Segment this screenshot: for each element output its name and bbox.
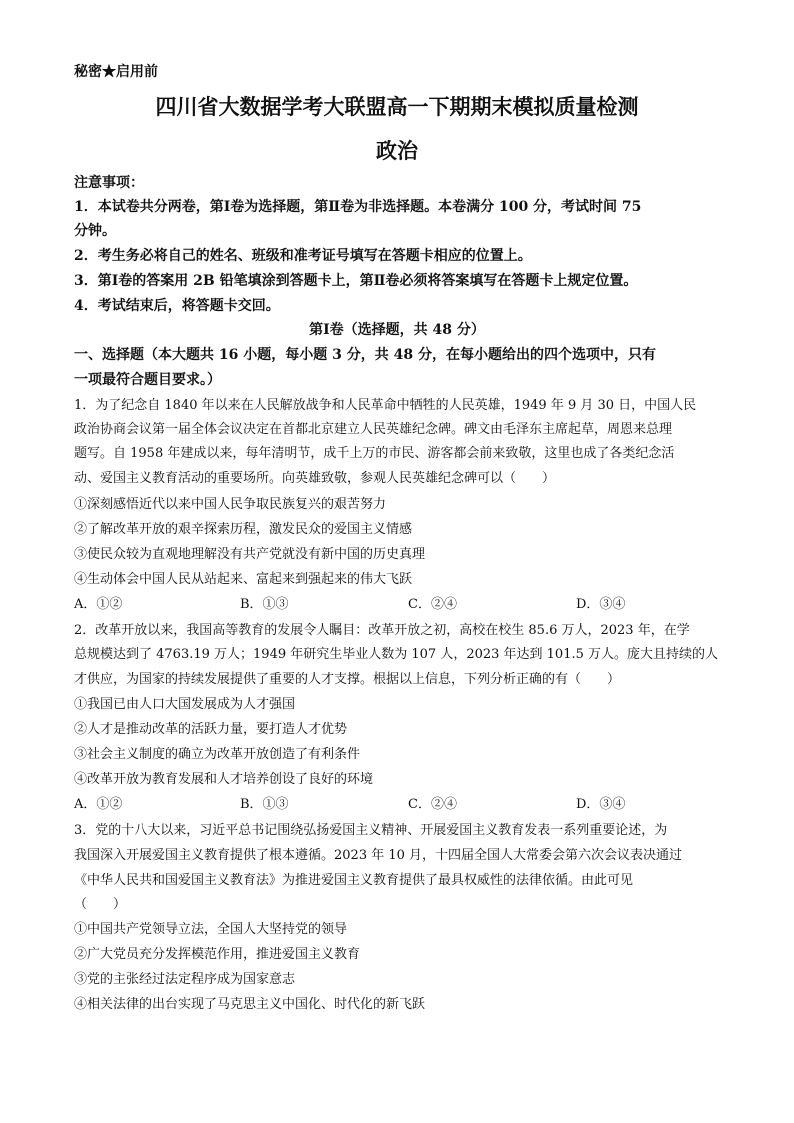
question-3-statement: ③党的主张经过法定程序成为国家意志 <box>74 972 296 987</box>
notice-heading: 注意事项： <box>74 175 144 191</box>
question-2-option-c[interactable]: C．②④ <box>408 797 457 812</box>
subject-title: 政治 <box>376 138 418 163</box>
question-2-stem: 才供应，为国家的持续发展提供了重要的人才支撑。根据以上信息，下列分析正确的有（ ） <box>74 672 621 687</box>
exam-title: 四川省大数据学考大联盟高一下期期末模拟质量检测 <box>155 94 639 119</box>
question-1-statement: ③使民众较为直观地理解没有共产党就没有新中国的历史真理 <box>74 547 426 562</box>
question-1-option-c[interactable]: C．②④ <box>408 597 457 612</box>
question-2-option-a[interactable]: A．①② <box>74 797 123 812</box>
question-1-statement: ④生动体会中国人民从站起来、富起来到强起来的伟大飞跃 <box>74 572 413 587</box>
question-1-option-a[interactable]: A．①② <box>74 597 123 612</box>
question-3-statement: ④相关法律的出台实现了马克思主义中国化、时代化的新飞跃 <box>74 997 426 1012</box>
question-1-stem: 动、爱国主义教育活动的重要场所。向英雄致敬，参观人民英雄纪念碑可以（ ） <box>74 471 556 486</box>
question-2-statement: ③社会主义制度的确立为改革开放创造了有利条件 <box>74 747 361 762</box>
section-instruction: 一项最符合题目要求。） <box>74 372 221 388</box>
question-2-stem: 总规模达到了 4763.19 万人；1949 年研究生毕业人数为 107 人，2023 年达到 101.5 万人。庞大且持续的人 <box>74 647 719 662</box>
question-2-statement: ④改革开放为教育发展和人才培养创设了良好的环境 <box>74 772 374 787</box>
question-2-stem: 2．改革开放以来，我国高等教育的发展令人瞩目：改革开放之初，高校在校生 85.6 万人，2023 年，在学 <box>74 623 690 638</box>
question-2-option-b[interactable]: B．①③ <box>240 797 289 812</box>
question-3-stem: 我国深入开展爱国主义教育提供了根本遵循。2023 年 10 月，十四届全国人大常委会第六次会议表决通过 <box>74 848 683 863</box>
notice-item: 1．本试卷共分两卷，第Ⅰ卷为选择题，第Ⅱ卷为非选择题。本卷满分 100 分，考试时间 75 <box>74 199 642 215</box>
notice-item: 4．考试结束后，将答题卡交回。 <box>74 298 280 314</box>
notice-item: 2．考生务必将自己的姓名、班级和准考证号填写在答题卡相应的位置上。 <box>74 248 532 264</box>
question-3-stem: 《中华人民共和国爱国主义教育法》为推进爱国主义教育提供了最具权威性的法律依循。由此可见 <box>74 873 634 888</box>
question-1-statement: ①深刻感悟近代以来中国人民争取民族复兴的艰苦努力 <box>74 497 387 512</box>
question-1-stem: 题写。自 1958 年建成以来，每年清明节，成千上万的市民、游客都会前来致敬，这里也成了各类纪念活 <box>74 446 675 461</box>
section-title: 第Ⅰ卷（选择题，共 48 分） <box>309 322 485 338</box>
question-2-option-d[interactable]: D．③④ <box>576 797 626 812</box>
question-1-stem: 1．为了纪念自 1840 年以来在人民解放战争和人民革命中牺牲的人民英雄，1949 年 9 月 30 日，中国人民 <box>74 398 697 413</box>
question-3-statement: ①中国共产党领导立法，全国人大坚持党的领导 <box>74 922 348 937</box>
question-1-stem: 政治协商会议第一届全体会议决定在首都北京建立人民英雄纪念碑。碑文由毛泽东主席起草，周恩来总理 <box>74 422 673 437</box>
notice-item: 3．第Ⅰ卷的答案用 2B 铅笔填涂到答题卡上，第Ⅱ卷必须将答案填写在答题卡上规定位置。 <box>74 273 638 289</box>
question-1-option-b[interactable]: B．①③ <box>240 597 289 612</box>
section-instruction: 一、选择题（本大题共 16 小题，每小题 3 分，共 48 分，在每小题给出的四个选项中，只有 <box>74 347 656 363</box>
notice-item: 分钟。 <box>74 223 116 239</box>
question-3-stem: 3．党的十八大以来，习近平总书记围绕弘扬爱国主义精神、开展爱国主义教育发表一系列重要论述，为 <box>74 823 668 838</box>
question-1-statement: ②了解改革开放的艰辛探索历程，激发民众的爱国主义情感 <box>74 522 413 537</box>
secret-label: 秘密★启用前 <box>74 64 158 80</box>
question-1-option-d[interactable]: D．③④ <box>576 597 626 612</box>
question-2-statement: ②人才是推动改革的活跃力量，要打造人才优势 <box>74 722 348 737</box>
question-2-statement: ①我国已由人口大国发展成为人才强国 <box>74 697 296 712</box>
question-3-statement: ②广大党员充分发挥模范作用，推进爱国主义教育 <box>74 947 361 962</box>
question-3-stem: （ ） <box>74 897 127 912</box>
